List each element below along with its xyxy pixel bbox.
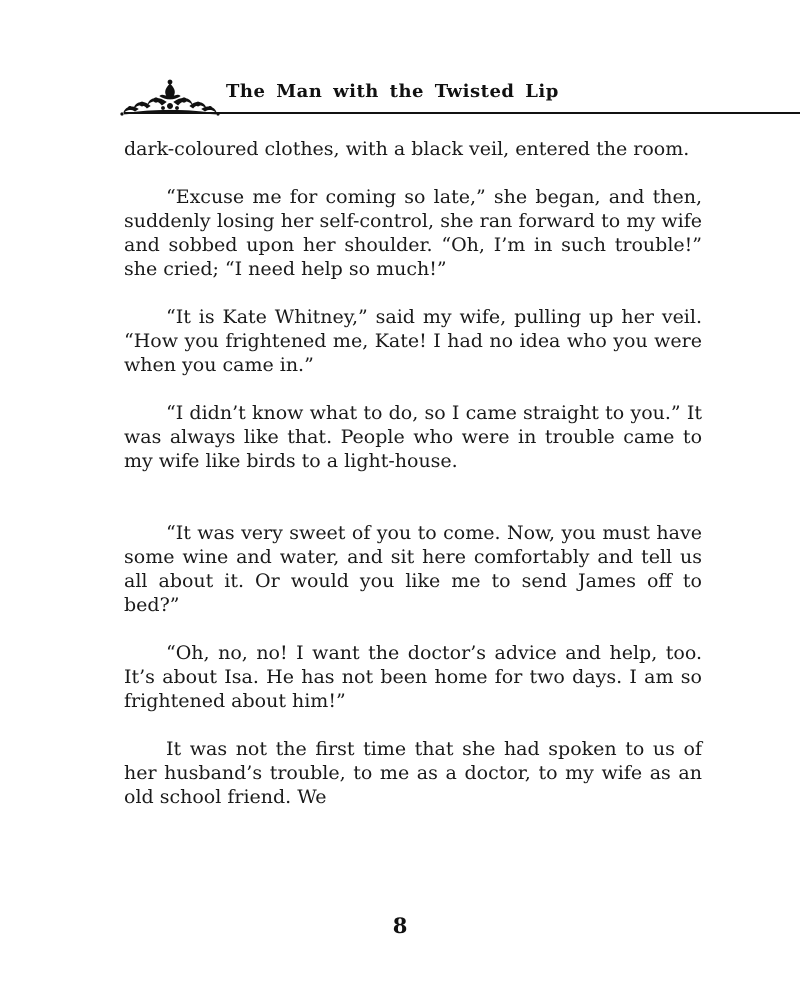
- paragraph: “It was very sweet of you to come. Now, you must have some wine and water, and sit here comfortably and tell us all about it. Or would you like me to send James off to bed?”: [124, 522, 702, 616]
- running-title: The Man with the Twisted Lip: [226, 81, 559, 102]
- paragraph: “It is Kate Whitney,” said my wife, pulling up her veil. “How you frightened me, Kate! I had no idea who you were when you came in.”: [124, 306, 703, 376]
- page-header: [0, 0, 800, 120]
- body-text: [124, 137, 702, 809]
- paragraph: It was not the first time that she had spoken to us of her husband’s trouble, to me as a doctor, to my wife as an old school friend. We: [124, 738, 702, 808]
- paragraph: “Excuse me for coming so late,” she began, and then, suddenly losing her self-control, she ran forward to my wife and sobbed upon her shoulder. “Oh, I’m in such trouble!” she cried; “I need help so much!”: [124, 186, 703, 280]
- header-rule: [124, 112, 800, 114]
- page-number: 8: [392, 913, 408, 938]
- paragraph: “I didn’t know what to do, so I came straight to you.” It was always like that. People who were in trouble came to my wife like birds to a light-house.: [124, 402, 703, 472]
- paragraph: dark-coloured clothes, with a black veil, entered the room.: [124, 138, 690, 160]
- paragraph: “Oh, no, no! I want the doctor’s advice and help, too. It’s about Isa. He has not been home for two days. I am so frightened about him!”: [124, 642, 702, 712]
